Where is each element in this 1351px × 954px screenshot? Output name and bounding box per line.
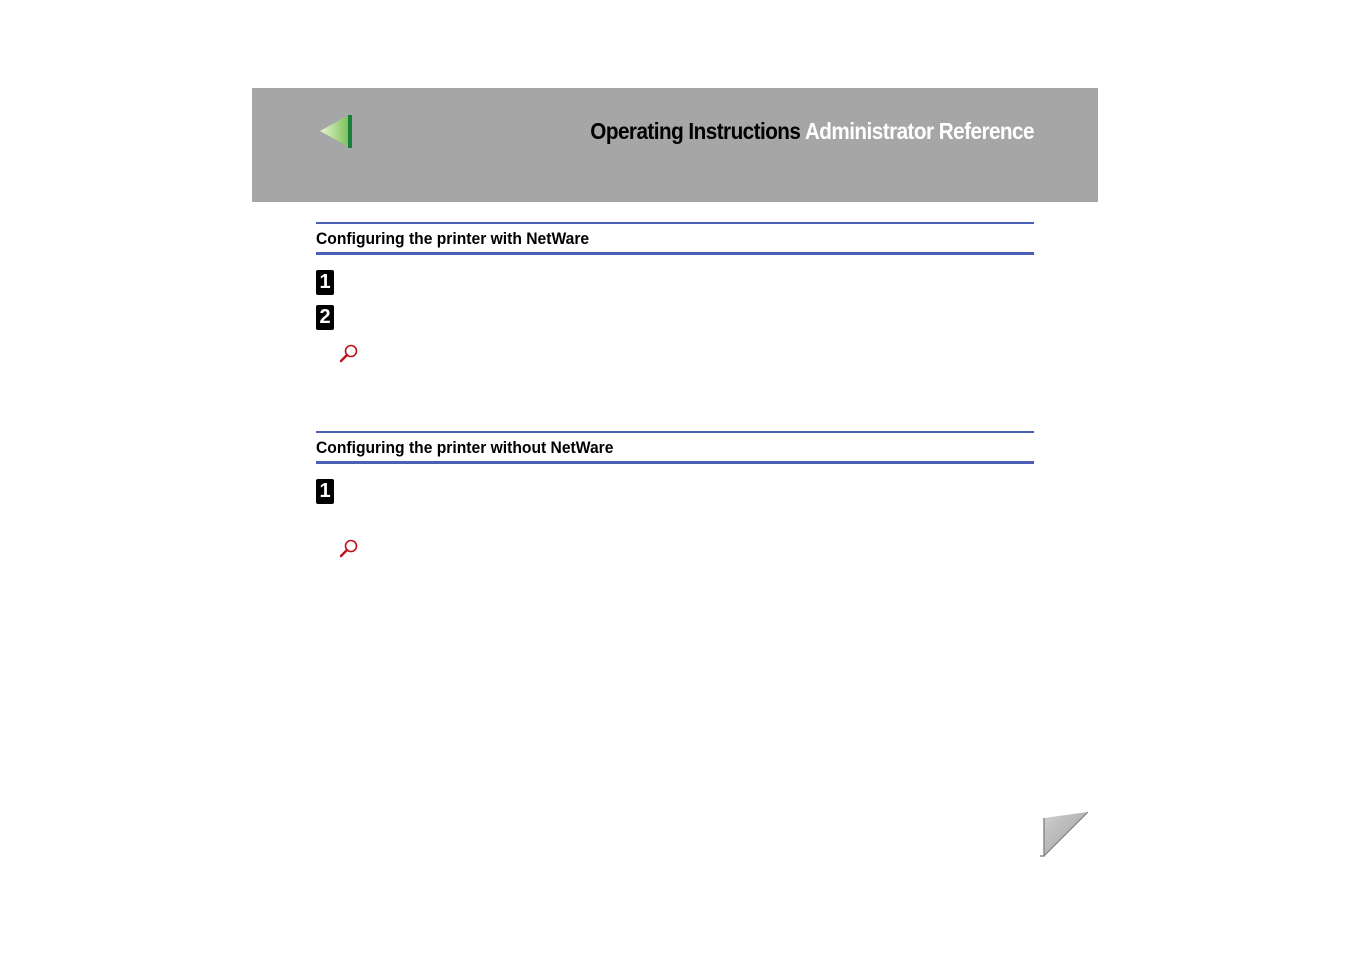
page-curl-icon xyxy=(1038,810,1090,858)
step-number-1: 1 xyxy=(316,479,334,504)
section-title-text: Configuring the printer without NetWare xyxy=(316,438,614,457)
section-title-without-netware xyxy=(316,431,1034,464)
triangle-left-icon xyxy=(318,114,354,150)
section-title-text: Configuring the printer with NetWare xyxy=(316,229,590,248)
step-number-1: 1 xyxy=(316,270,334,295)
header-bar xyxy=(252,88,1098,202)
title-administrator-reference: Administrator Reference xyxy=(804,118,1034,144)
title-operating-instructions: Operating Instructions xyxy=(590,118,801,144)
section-title-with-netware xyxy=(316,222,1034,255)
step-number-2: 2 xyxy=(316,305,334,330)
document-title xyxy=(590,118,1034,145)
next-page-button[interactable] xyxy=(1038,810,1090,858)
back-button[interactable] xyxy=(318,114,354,150)
magnifier-icon[interactable] xyxy=(339,538,359,558)
magnifier-icon[interactable] xyxy=(339,343,359,363)
